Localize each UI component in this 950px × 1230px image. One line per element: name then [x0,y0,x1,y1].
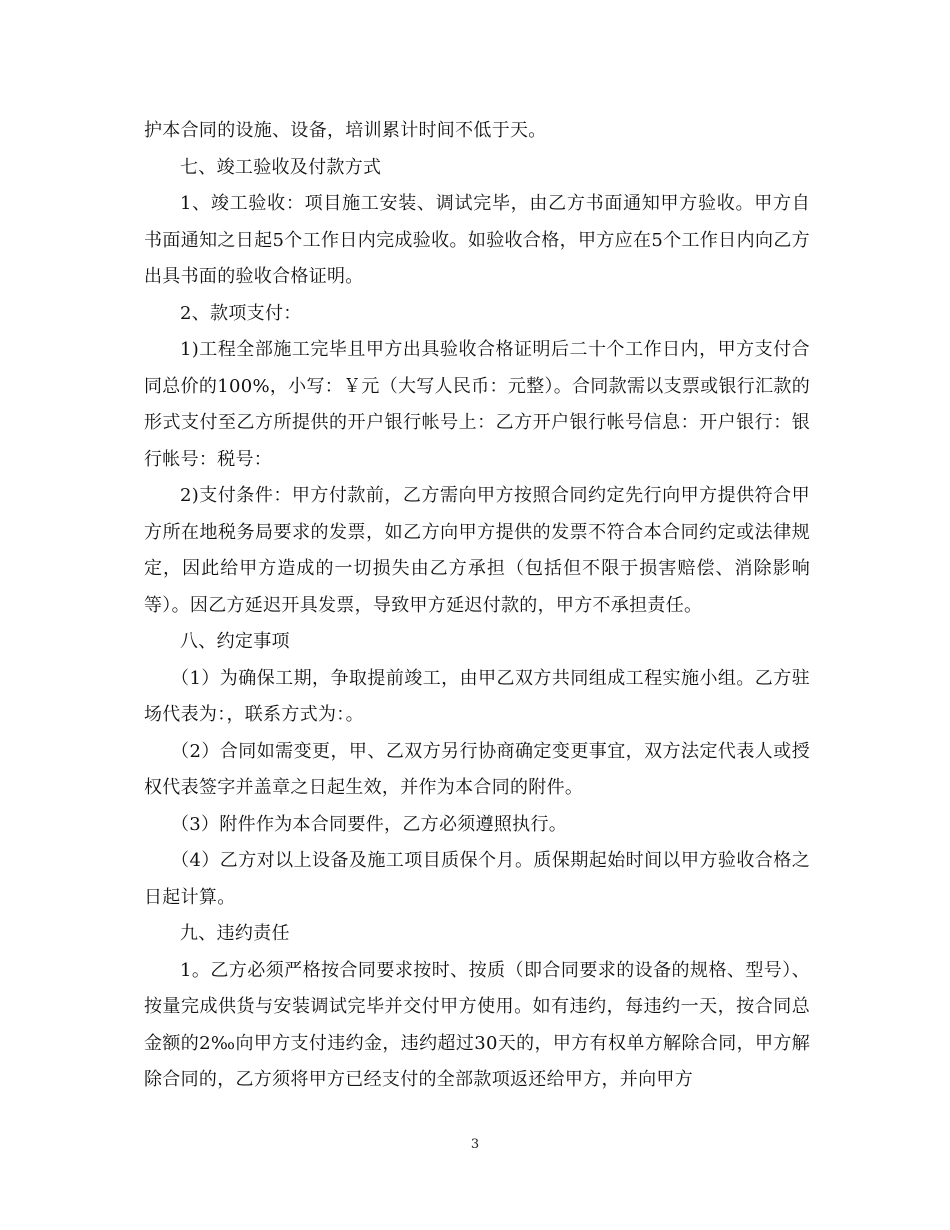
paragraph-liability-item-1: 1。乙方必须严格按合同要求按时、按质（即合同要求的设备的规格、型号）、按量完成供货与安装调试完毕并交付甲方使用。如有违约，每违约一天，按合同总金额的2‰向甲方支付违约金，违约超过30天的，甲方有权单方解除合同，甲方解除合同的，乙方须将甲方已经支付的全部款项返还给甲方，并向甲方 [144,959,810,1090]
paragraph-continuation: 护本合同的设施、设备，培训累计时间不低于天。 [144,120,547,141]
section-heading-acceptance-payment: 七、竣工验收及付款方式 [180,156,382,178]
section-heading-agreed-matters: 八、约定事项 [180,631,290,652]
paragraph-payment-conditions: 2)支付条件：甲方付款前，乙方需向甲方按照合同约定先行向甲方提供符合甲方所在地税务局要求的发票，如乙方向甲方提供的发票不符合本合同约定或法律规定，因此给甲方造成的一切损失由乙方承担（包括但不限于损害赔偿、消除影响等）。因乙方延迟开具发票，导致甲方延迟付款的，甲方不承担责任。 [144,485,810,616]
paragraph-agreed-item-2: （2）合同如需变更，甲、乙双方另行协商确定变更事宜，双方法定代表人或授权代表签字并盖章之日起生效，并作为本合同的附件。 [144,740,810,798]
paragraph-payment-heading: 2、款项支付： [180,302,302,324]
paragraph-completion-acceptance: 1、竣工验收：项目施工安装、调试完毕，由乙方书面通知甲方验收。甲方自书面通知之日起5个工作日内完成验收。如验收合格，甲方应在5个工作日内向乙方出具书面的验收合格证明。 [144,193,810,287]
paragraph-agreed-item-3: （3）附件作为本合同要件，乙方必须遵照执行。 [171,813,568,835]
document-body [144,113,810,1099]
paragraph-payment-terms: 1)工程全部施工完毕且甲方出具验收合格证明后二十个工作日内，甲方支付合同总价的100%，小写：￥元（大写人民币：元整）。合同款需以支票或银行汇款的形式支付至乙方所提供的开户银行帐号上：乙方开户银行帐号信息：开户银行：银行帐号：税号： [144,339,810,470]
page-number: 3 [470,1137,480,1152]
paragraph-agreed-item-4: （4）乙方对以上设备及施工项目质保个月。质保期起始时间以甲方验收合格之日起计算。 [144,850,810,908]
paragraph-agreed-item-1: （1）为确保工期，争取提前竣工，由甲乙双方共同组成工程实施小组。乙方驻场代表为：，联系方式为：。 [144,667,810,725]
section-heading-liability: 九、违约责任 [180,923,290,944]
